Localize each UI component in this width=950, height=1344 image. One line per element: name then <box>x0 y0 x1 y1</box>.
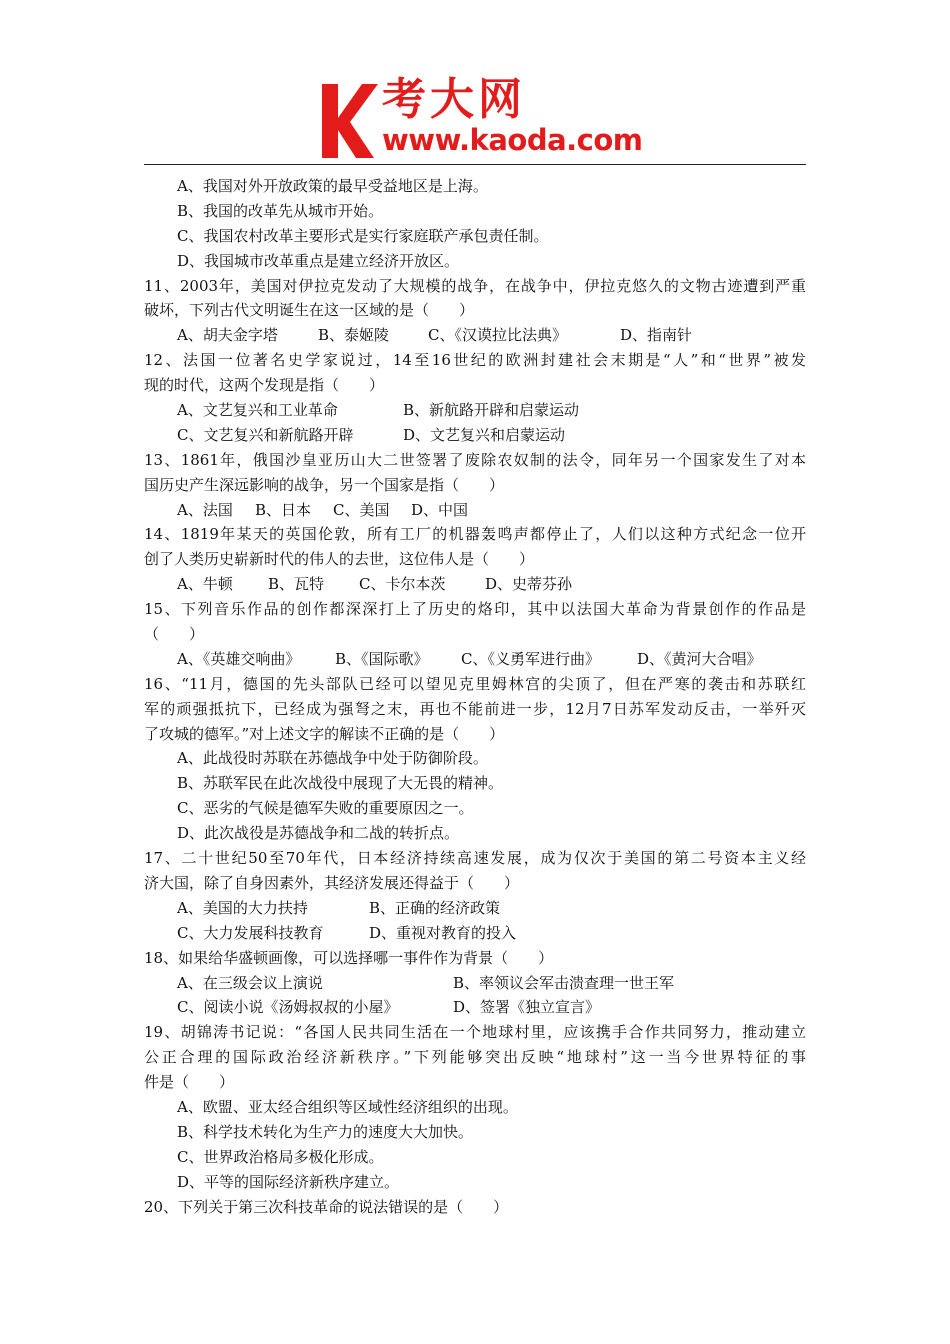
option-line: D、此次战役是苏德战争和二战的转折点。 <box>177 824 460 843</box>
question-14-options <box>144 572 806 597</box>
option: D、签署《独立宣言》 <box>453 998 601 1017</box>
question-17-text: 17、二十世纪50至70年代，日本经济持续高速发展，成为仅次于美国的第二号资本主义经 <box>144 849 806 868</box>
option-line: B、苏联军民在此次战役中展现了大无畏的精神。 <box>177 774 504 793</box>
option: D、文艺复兴和启蒙运动 <box>403 425 566 444</box>
question-15-text: 15、下列音乐作品的创作都深深打上了历史的烙印，其中以法国大革命为背景创作的作品是 <box>144 600 806 619</box>
question-18-options <box>144 995 806 1020</box>
option: C、美国 <box>333 500 390 519</box>
option: C、大力发展科技教育 <box>177 923 324 942</box>
question-17-options <box>144 921 806 946</box>
option: C、卡尔本茨 <box>359 575 446 594</box>
question-13-options <box>144 498 806 523</box>
header-divider <box>144 164 806 165</box>
option-line: B、我国的改革先从城市开始。 <box>177 201 384 220</box>
option: C、《汉谟拉比法典》 <box>428 326 567 345</box>
option: C、阅读小说《汤姆叔叔的小屋》 <box>177 998 399 1017</box>
question-content <box>144 174 806 1219</box>
question-17-options <box>144 896 806 921</box>
option-line: A、欧盟、亚太经合组织等区域性经济组织的出现。 <box>177 1097 518 1116</box>
option: C、《义勇军进行曲》 <box>461 649 600 668</box>
option-line: C、世界政治格局多极化形成。 <box>177 1147 384 1166</box>
option: A、《英雄交响曲》 <box>177 649 301 668</box>
question-14-text: 创了人类历史崭新时代的伟人的去世，这位伟人是（ ） <box>144 550 535 569</box>
option: A、法国 <box>177 500 233 519</box>
option: A、胡夫金字塔 <box>177 326 278 345</box>
question-11-text: 破坏，下列古代文明诞生在这一区域的是（ ） <box>144 301 475 320</box>
option: A、美国的大力扶持 <box>177 898 308 917</box>
logo-brand-text: 考大网 <box>382 74 526 125</box>
option-line: D、我国城市改革重点是建立经济开放区。 <box>177 251 460 270</box>
option: D、重视对教育的投入 <box>369 923 517 942</box>
option-line: D、平等的国际经济新秩序建立。 <box>177 1172 400 1191</box>
question-18-options <box>144 971 806 996</box>
option: D、指南针 <box>620 326 693 345</box>
kaoda-logo[interactable] <box>316 74 646 162</box>
option: A、文艺复兴和工业革命 <box>177 401 338 420</box>
option: B、日本 <box>255 500 312 519</box>
question-15-options <box>144 647 806 672</box>
option-line: C、恶劣的气候是德军失败的重要原因之一。 <box>177 799 474 818</box>
option: D、《黄河大合唱》 <box>637 649 762 668</box>
logo-url-text: www.kaoda.com <box>382 123 643 157</box>
question-19-text: 19、胡锦涛书记说：“各国人民共同生活在一个地球村里，应该携手合作共同努力，推动建立 <box>144 1023 806 1042</box>
question-16-text: 军的顽强抵抗下，已经成为强弩之末，再也不能前进一步，12月7日苏军发动反击，一举歼灭 <box>144 699 806 718</box>
question-20-text: 20、下列关于第三次科技革命的说法错误的是（ ） <box>144 1197 509 1216</box>
option-line: A、我国对外开放政策的最早受益地区是上海。 <box>177 177 488 195</box>
option: D、中国 <box>411 500 469 519</box>
question-11-options <box>144 323 806 348</box>
question-12-text: 现的时代，这两个发现是指（ ） <box>144 376 385 395</box>
option: B、新航路开辟和启蒙运动 <box>403 401 580 420</box>
question-12-options <box>144 423 806 448</box>
option-line: B、科学技术转化为生产力的速度大大加快。 <box>177 1122 474 1141</box>
k-logo-icon <box>316 78 380 162</box>
question-12-options <box>144 398 806 423</box>
option: A、在三级会议上演说 <box>177 973 323 992</box>
option-line: A、此战役时苏联在苏德战争中处于防御阶段。 <box>177 749 488 768</box>
question-19-text: 公正合理的国际政治经济新秩序。”下列能够突出反映“地球村”这一当今世界特征的事 <box>144 1048 806 1067</box>
option: B、《国际歌》 <box>335 649 429 668</box>
option: C、文艺复兴和新航路开辟 <box>177 425 354 444</box>
question-13-text: 国历史产生深远影响的战争，另一个国家是指（ ） <box>144 475 505 494</box>
question-16-text: 了攻城的德军。”对上述文字的解读不正确的是（ ） <box>144 724 505 743</box>
option: D、史蒂芬孙 <box>485 575 573 594</box>
question-11-text: 11、2003年，美国对伊拉克发动了大规模的战争，在战争中，伊拉克悠久的文物古迹遭到严重 <box>144 276 806 295</box>
question-16-text: 16、“11月，德国的先头部队已经可以望见克里姆林宫的尖顶了，但在严寒的袭击和苏联红 <box>144 674 806 693</box>
option: B、泰姬陵 <box>318 326 390 345</box>
option: B、瓦特 <box>268 575 325 594</box>
question-18-text: 18、如果给华盛顿画像，可以选择哪一事件作为背景（ ） <box>144 948 554 967</box>
question-19-text: 件是（ ） <box>144 1073 235 1092</box>
question-17-text: 济大国，除了自身因素外，其经济发展还得益于（ ） <box>144 873 520 892</box>
question-15-text: （ ） <box>144 625 205 644</box>
option: B、正确的经济政策 <box>369 898 501 917</box>
question-13-text: 13、1861年，俄国沙皇亚历山大二世签署了废除农奴制的法令，同年另一个国家发生了对本 <box>144 450 806 469</box>
option: A、牛顿 <box>177 575 233 594</box>
question-12-text: 12、法国一位著名史学家说过，14至16世纪的欧洲封建社会末期是“人”和“世界”被发 <box>144 351 806 370</box>
option: B、率领议会军击溃查理一世王军 <box>453 973 675 992</box>
question-14-text: 14、1819年某天的英国伦敦，所有工厂的机器轰鸣声都停止了，人们以这种方式纪念一位开 <box>144 525 806 544</box>
option-line: C、我国农村改革主要形式是实行家庭联产承包责任制。 <box>177 226 549 245</box>
